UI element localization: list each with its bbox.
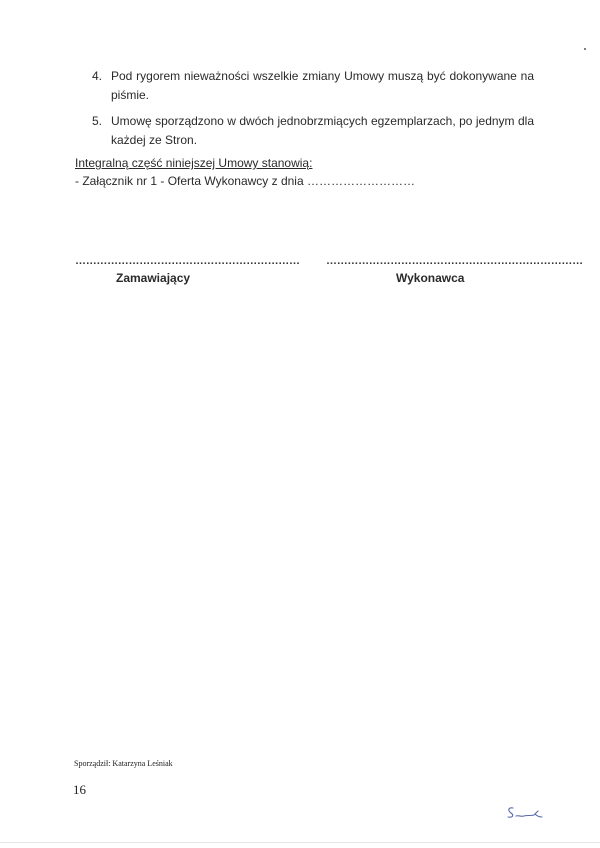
clause-text: Umowę sporządzono w dwóch jednobrzmiących egzemplarzach, po jednym dla każdej ze Stron. (111, 114, 534, 147)
handwritten-initials (505, 804, 545, 824)
clause-4 (92, 67, 534, 105)
annex-heading: Integralną część niniejszej Umowy stanowią: (75, 156, 313, 170)
clause-5 (92, 112, 534, 150)
signature-label-left: Zamawiający (116, 271, 191, 285)
clause-number: 4. (92, 69, 103, 83)
signature-line-right: ……………………………………………………………… (326, 255, 583, 267)
clause-number: 5. (92, 114, 103, 128)
page-number: 16 (73, 782, 86, 797)
signature-line-left: ……………………………………………………… (75, 255, 300, 267)
prepared-by: Sporządził: Katarzyna Leśniak (74, 759, 173, 768)
scan-artifact-dot (584, 48, 586, 50)
signature-label-right: Wykonawca (396, 271, 465, 285)
page-bottom-edge (0, 842, 600, 843)
clause-text: Pod rygorem nieważności wszelkie zmiany Umowy muszą być dokonywane na piśmie. (111, 69, 534, 102)
annex-line: - Załącznik nr 1 - Oferta Wykonawcy z dnia ……………………… (75, 174, 415, 188)
